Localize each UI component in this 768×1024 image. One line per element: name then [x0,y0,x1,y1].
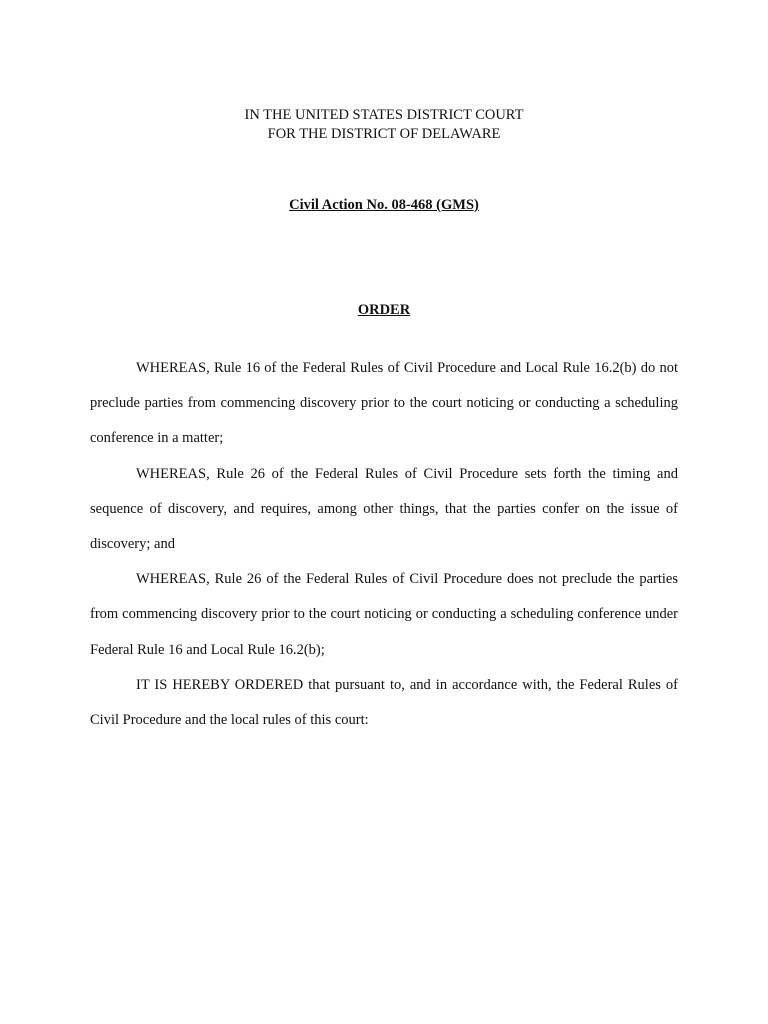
court-name-line: IN THE UNITED STATES DISTRICT COURT [244,107,524,123]
order-title: ORDER [357,302,411,318]
whereas-paragraph-rule-26-timing: WHEREAS, Rule 26 of the Federal Rules of Civil Procedure sets forth the timing and sequence of discovery, and requires, among other things, that the parties confer on the issue of discovery; and [90,465,678,553]
order-body [90,351,678,738]
whereas-paragraph-rule-16: WHEREAS, Rule 16 of the Federal Rules of Civil Procedure and Local Rule 16.2(b) do not preclude parties from commencing discovery prior to the court noticing or conducting a scheduling conference in a matter; [90,360,678,447]
case-number: Civil Action No. 08-468 (GMS) [289,197,479,213]
whereas-paragraph-rule-26-discovery: WHEREAS, Rule 26 of the Federal Rules of Civil Procedure does not preclude the parties from commencing discovery prior to the court noticing or conducting a scheduling conference under Federal Rule 16 and Local Rule 16.2(b); [90,571,678,658]
court-district-line: FOR THE DISTRICT OF DELAWARE [267,126,501,142]
ordered-paragraph: IT IS HEREBY ORDERED that pursuant to, and in accordance with, the Federal Rules of Civil Procedure and the local rules of this court: [90,676,678,729]
court-caption [0,106,768,144]
